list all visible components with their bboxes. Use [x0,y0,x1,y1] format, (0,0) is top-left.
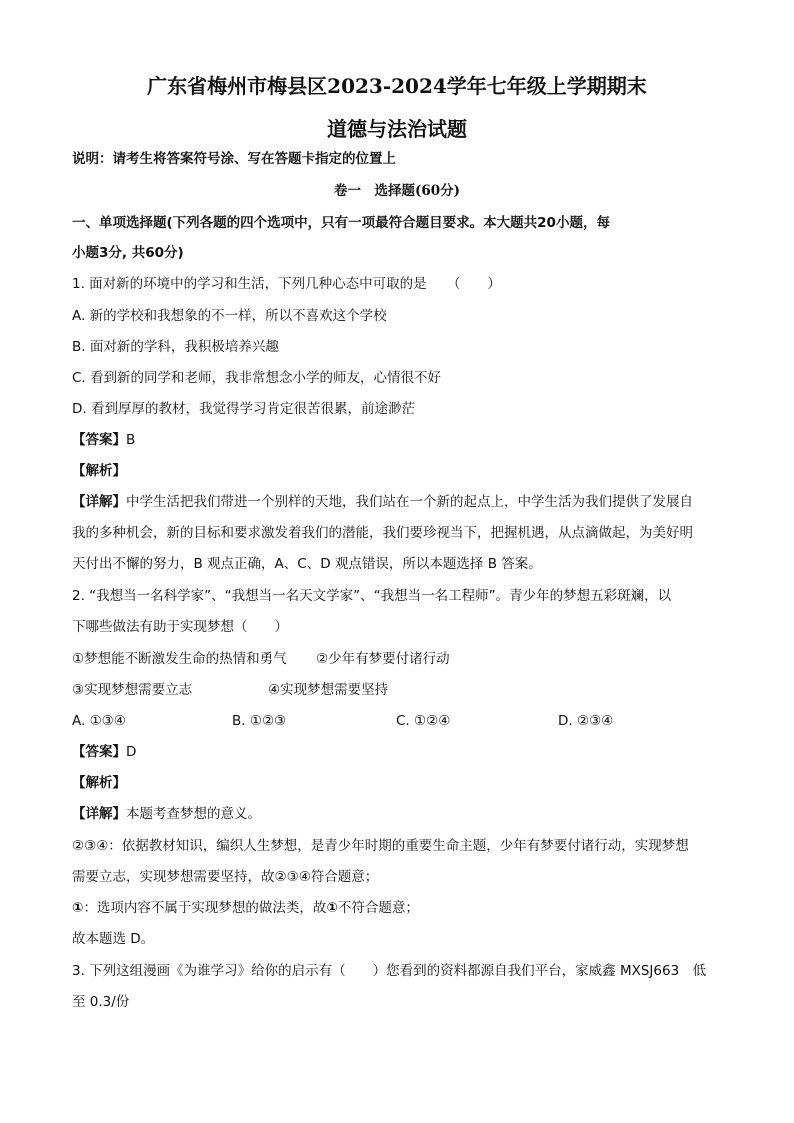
answer-value: D [126,744,137,760]
circled-mark: ① [326,900,338,916]
q1-detail-line2: 我的多种机会，新的目标和要求激发着我们的潜能，我们要珍视当下，把握机遇，从点滴做起，为美好明 [72,525,693,541]
q2-item-3: ③实现梦想需要立志 [72,682,193,698]
q2-stem-line1: 2. “我想当一名科学家”、“我想当一名天文学家”、“我想当一名工程师”。青少年的梦想五彩斑斓，以 [72,588,672,604]
q1-option-a: A. 新的学校和我想象的不一样，所以不喜欢这个学校 [72,308,387,324]
q2-option-c: C. ①②④ [396,713,451,729]
q1-detail-line1 [72,493,693,511]
q2-detail-line5: 故本题选 D。 [72,931,155,947]
part-heading-line2: 小题3分, 共60分) [72,245,184,261]
section-heading: 卷一 选择题(60分) [333,183,461,199]
answer-value: B [126,432,136,448]
document-title: 广东省梅州市梅县区2023-2024学年七年级上学期期末 [147,74,647,98]
q2-detail-line2: ②③④：依据教材知识，编织人生梦想，是青少年时期的重要生命主题，少年有梦要付诸行动，实现梦想 [72,838,689,854]
q3-stem-line2: 至 0.3/份 [72,994,130,1010]
q1-detail-line3: 天付出不懈的努力，B 观点正确，A、C、D 观点错误，所以本题选择 B 答案。 [72,556,542,572]
instruction-note: 说明：请考生将答案符号涂、写在答题卡指定的位置上 [72,151,396,167]
q1-analysis-tag: 【解析】 [72,463,126,479]
q2-item-2: ②少年有梦要付诸行动 [316,651,450,667]
detail-text: 中学生活把我们带进一个别样的天地，我们站在一个新的起点上，中学生活为我们提供了发展自 [126,494,693,510]
q1-answer [72,431,135,449]
document-subtitle: 道德与法治试题 [327,117,467,141]
q2-option-d: D. ②③④ [558,713,614,729]
q1-stem: 1. 面对新的环境中的学习和生活，下列几种心态中可取的是 （ ） [72,276,501,292]
detail-text: 本题考查梦想的意义。 [126,806,261,822]
q2-detail-line3: 需要立志，实现梦想需要坚持，故②③④符合题意； [72,869,379,885]
q2-option-a: A. ①③④ [72,713,126,729]
q1-option-d: D. 看到厚厚的教材，我觉得学习肯定很苦很累，前途渺茫 [72,401,415,417]
q3-stem-line1: 3. 下列这组漫画《为谁学习》给你的启示有（ ）您看到的资料都源自我们平台，家威鑫 MXSJ663 低 [72,963,707,979]
detail-tag: 【详解】 [72,806,126,822]
circled-mark: ① [72,900,84,916]
answer-tag: 【答案】 [72,432,126,448]
part-heading-line1: 一、单项选择题(下列各题的四个选项中，只有一项最符合题目要求。本大题共20小题，每 [72,215,610,231]
q2-detail-line4 [72,899,419,917]
q2-answer [72,743,136,761]
answer-tag: 【答案】 [72,744,126,760]
q2-item-1: ①梦想能不断激发生命的热情和勇气 [72,651,287,667]
q2-item-4: ④实现梦想需要坚持 [268,682,389,698]
q2-analysis-tag: 【解析】 [72,775,126,791]
q2-stem-line2: 下哪些做法有助于实现梦想（ ） [72,619,288,635]
q2-detail-line1 [72,805,261,823]
q1-option-b: B. 面对新的学科，我积极培养兴趣 [72,339,279,355]
q2-option-b: B. ①②③ [232,713,287,729]
detail-text: 不符合题意； [337,900,419,916]
detail-tag: 【详解】 [72,494,126,510]
q1-option-c: C. 看到新的同学和老师，我非常想念小学的师友，心情很不好 [72,370,442,386]
detail-text: ：选项内容不属于实现梦想的做法类，故 [83,900,327,916]
